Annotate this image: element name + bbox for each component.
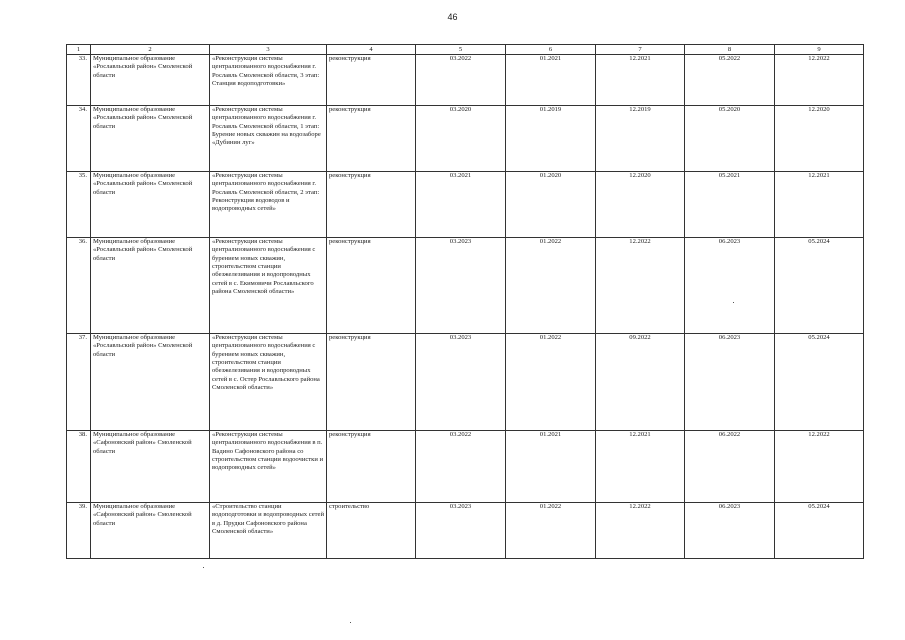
date-cell: 03.2022 [416, 55, 506, 106]
work-type-cell: реконструкция [327, 172, 416, 238]
date-cell: 03.2022 [416, 431, 506, 503]
date-cell: 05.2020 [685, 106, 775, 172]
date-cell: 03.2023 [416, 334, 506, 431]
scan-speck [733, 302, 734, 303]
row-number: 36. [67, 238, 91, 334]
date-cell: 09.2022 [596, 334, 685, 431]
date-cell: 12.2022 [596, 503, 685, 559]
table-row [67, 172, 864, 238]
page-number: 46 [447, 12, 458, 22]
row-number: 39. [67, 503, 91, 559]
date-cell: 12.2020 [775, 106, 864, 172]
column-number-row [67, 45, 864, 55]
date-cell: 05.2024 [775, 503, 864, 559]
column-number: 4 [327, 45, 416, 55]
row-number: 38. [67, 431, 91, 503]
column-number: 9 [775, 45, 864, 55]
row-number: 35. [67, 172, 91, 238]
project-cell: «Реконструкция системы централизованного водоснабжения г. Рославль Смоленской области, 2 этап: Реконструкция водоводов и водопроводных сетей» [210, 172, 327, 238]
table-body [67, 55, 864, 559]
row-number: 33. [67, 55, 91, 106]
date-cell: 03.2023 [416, 238, 506, 334]
column-number: 6 [506, 45, 596, 55]
project-cell: «Строительство станции водоподготовки и водопроводных сетей в д. Прудки Сафоновского района Смоленской области» [210, 503, 327, 559]
column-number: 7 [596, 45, 685, 55]
date-cell: 06.2022 [685, 431, 775, 503]
date-cell: 12.2021 [596, 431, 685, 503]
column-number: 2 [91, 45, 210, 55]
date-cell: 03.2020 [416, 106, 506, 172]
work-type-cell: реконструкция [327, 334, 416, 431]
column-number: 1 [67, 45, 91, 55]
table-row [67, 334, 864, 431]
work-type-cell: реконструкция [327, 238, 416, 334]
date-cell: 06.2023 [685, 334, 775, 431]
date-cell: 01.2022 [506, 503, 596, 559]
date-cell: 12.2021 [596, 55, 685, 106]
scan-speck [203, 567, 204, 568]
date-cell: 05.2021 [685, 172, 775, 238]
municipality-cell: Муниципальное образование «Рославльский район» Смоленской области [91, 172, 210, 238]
date-cell: 01.2021 [506, 55, 596, 106]
table-header [67, 45, 864, 55]
table-row [67, 55, 864, 106]
project-cell: «Реконструкция системы централизованного водоснабжения с бурением новых скважин, строительством станции обезжелезивания и водопроводных сетей в с. Остер Рославльского района Смоленской области» [210, 334, 327, 431]
date-cell: 03.2021 [416, 172, 506, 238]
municipality-cell: Муниципальное образование «Рославльский район» Смоленской области [91, 106, 210, 172]
date-cell: 01.2022 [506, 238, 596, 334]
project-cell: «Реконструкция системы централизованного водоснабжения с бурением новых скважин, строительством станции обезжелезивания и водопроводных сетей в с. Екимовичи Рославльского района Смоленской области» [210, 238, 327, 334]
municipality-cell: Муниципальное образование «Рославльский район» Смоленской области [91, 334, 210, 431]
project-cell: «Реконструкция системы централизованного водоснабжения в п. Вадино Сафоновского района со строительством станции водоочистки и водопроводных сетей» [210, 431, 327, 503]
column-number: 5 [416, 45, 506, 55]
date-cell: 12.2020 [596, 172, 685, 238]
column-number: 8 [685, 45, 775, 55]
date-cell: 05.2024 [775, 334, 864, 431]
municipality-cell: Муниципальное образование «Сафоновский район» Смоленской области [91, 503, 210, 559]
date-cell: 01.2021 [506, 431, 596, 503]
work-type-cell: реконструкция [327, 106, 416, 172]
date-cell: 01.2022 [506, 334, 596, 431]
date-cell: 01.2020 [506, 172, 596, 238]
work-type-cell: реконструкция [327, 55, 416, 106]
document-table [66, 44, 864, 559]
date-cell: 12.2022 [596, 238, 685, 334]
municipality-cell: Муниципальное образование «Сафоновский район» Смоленской области [91, 431, 210, 503]
work-type-cell: строительство [327, 503, 416, 559]
date-cell: 05.2022 [685, 55, 775, 106]
project-cell: «Реконструкция системы централизованного водоснабжения г. Рославль Смоленской области, 1 этап: Бурение новых скважин на водозаборе «Дубинин луг» [210, 106, 327, 172]
row-number: 37. [67, 334, 91, 431]
date-cell: 03.2023 [416, 503, 506, 559]
date-cell: 12.2021 [775, 172, 864, 238]
table-row [67, 106, 864, 172]
date-cell: 06.2023 [685, 238, 775, 334]
scan-speck [350, 622, 351, 623]
table-row [67, 431, 864, 503]
work-type-cell: реконструкция [327, 431, 416, 503]
date-cell: 12.2019 [596, 106, 685, 172]
date-cell: 05.2024 [775, 238, 864, 334]
project-cell: «Реконструкция системы централизованного водоснабжения г. Рославль Смоленской области, 3 этап: Станция водоподготовки» [210, 55, 327, 106]
municipality-cell: Муниципальное образование «Рославльский район» Смоленской области [91, 238, 210, 334]
date-cell: 12.2022 [775, 55, 864, 106]
date-cell: 01.2019 [506, 106, 596, 172]
municipality-cell: Муниципальное образование «Рославльский район» Смоленской области [91, 55, 210, 106]
date-cell: 06.2023 [685, 503, 775, 559]
row-number: 34. [67, 106, 91, 172]
column-number: 3 [210, 45, 327, 55]
date-cell: 12.2022 [775, 431, 864, 503]
table-row [67, 238, 864, 334]
table-row [67, 503, 864, 559]
